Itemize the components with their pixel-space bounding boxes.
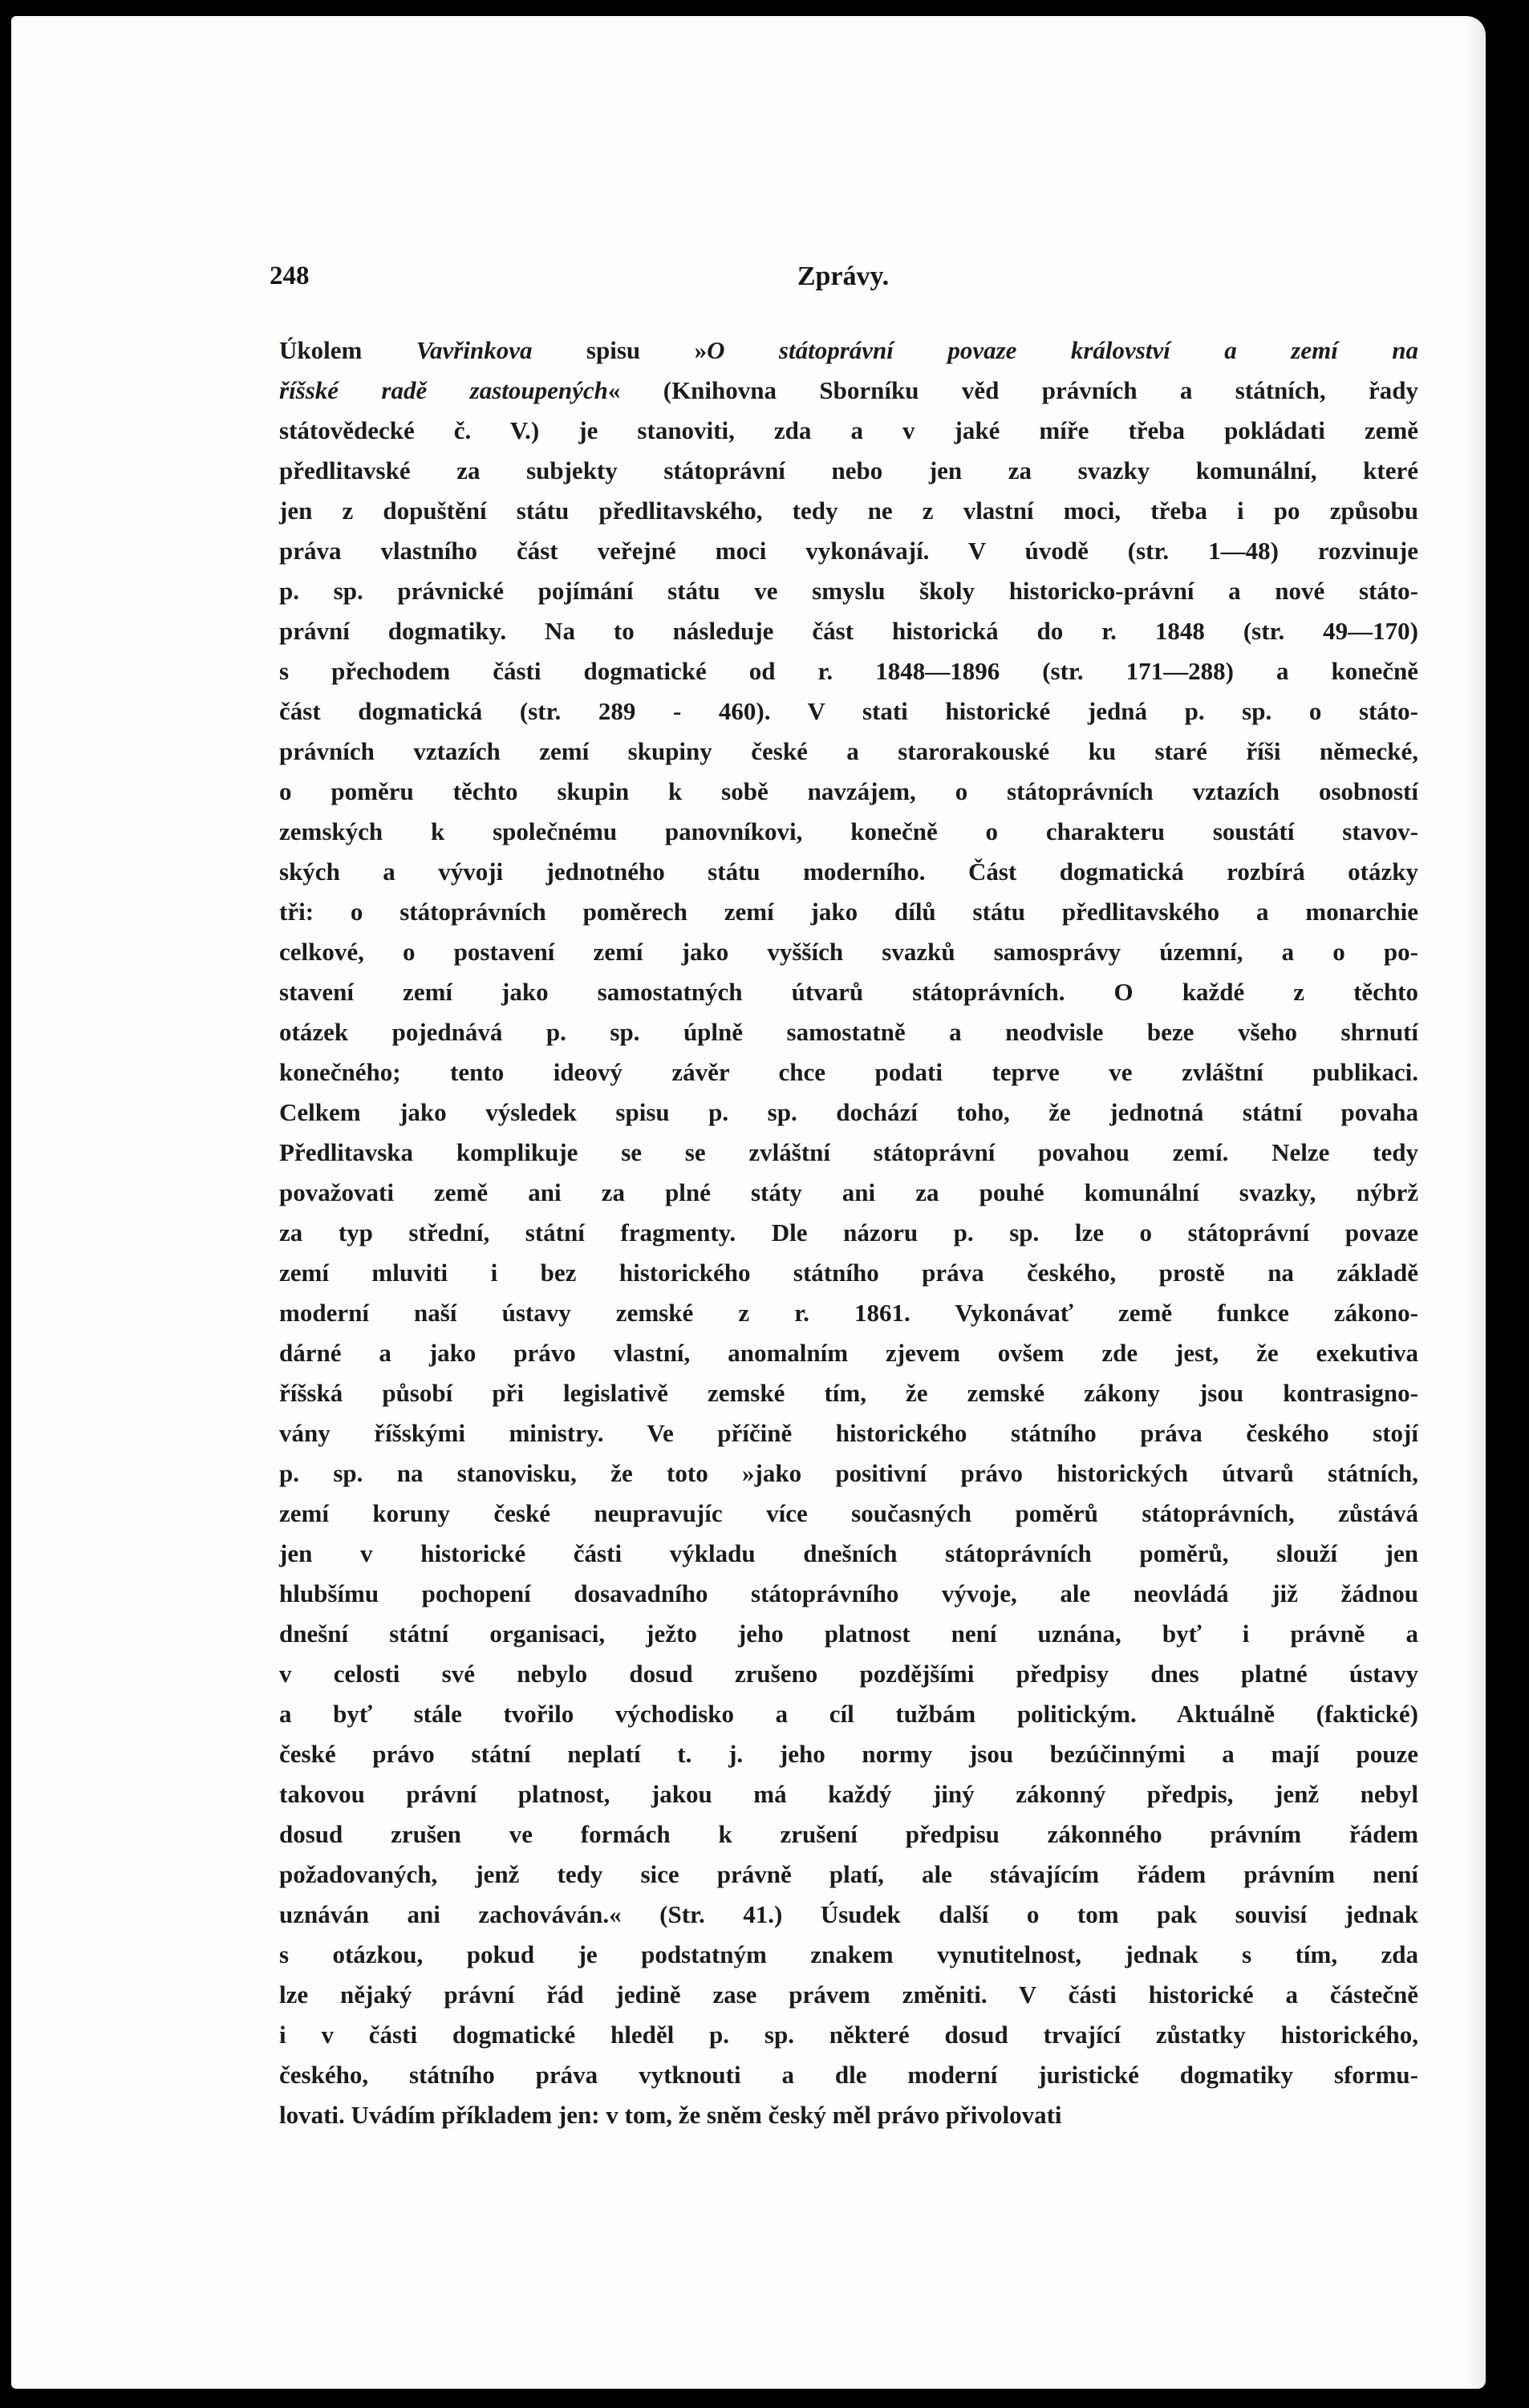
text-segment: p. sp. právnické pojímání státu ve smyslu školy historicko-právní a nové státo-: [279, 577, 1418, 605]
text-segment: říšská působí při legislativě zemské tím, že zemské zákony jsou kontrasigno-: [279, 1379, 1418, 1407]
text-segment: s přechodem části dogmatické od r. 1848—1896 (str. 171—288) a konečně: [279, 657, 1418, 685]
text-line: [279, 1534, 1418, 1574]
text-segment: o poměru těchto skupin k sobě navzájem, o státoprávních vztazích osobností: [279, 777, 1418, 805]
text-line: [279, 531, 1418, 571]
text-line: [279, 1173, 1418, 1213]
text-segment: zemí mluviti i bez historického státního práva českého, prostě na základě: [279, 1259, 1418, 1287]
text-line: [279, 1052, 1418, 1093]
text-line: [279, 852, 1418, 892]
page-header: [270, 261, 1417, 294]
text-segment: požadovaných, jenž tedy sice právně platí, ale stávajícím řádem právním není: [279, 1860, 1418, 1888]
text-segment: právní dogmatiky. Na to následuje část historická do r. 1848 (str. 49—170): [279, 617, 1418, 645]
text-line: [279, 1413, 1418, 1453]
text-segment: takovou právní platnost, jakou má každý jiný zákonný předpis, jenž nebyl: [279, 1780, 1418, 1808]
text-segment: lovati. Uvádím příkladem jen: v tom, že sněm český měl právo přivolovati: [279, 2101, 1062, 2129]
text-line: [279, 1895, 1418, 1935]
text-segment: a byť stále tvořilo východisko a cíl tužbám politickým. Aktuálně (faktické): [279, 1700, 1418, 1728]
text-line: [279, 1734, 1418, 1774]
text-line: [279, 1213, 1418, 1253]
text-segment: p. sp. na stanovisku, že toto »jako positivní právo historických útvarů státních,: [279, 1459, 1418, 1487]
text-segment: práva vlastního část veřejné moci vykonávají. V úvodě (str. 1—48) rozvinuje: [279, 537, 1418, 565]
text-segment: v celosti své nebylo dosud zrušeno pozdějšími předpisy dnes platné ústavy: [279, 1660, 1418, 1688]
text-line: [279, 491, 1418, 531]
text-line: [279, 1333, 1418, 1373]
text-line: [279, 1133, 1418, 1173]
text-line: [279, 1253, 1418, 1293]
text-segment: zemských k společnému panovníkovi, konečně o charakteru soustátí stavov-: [279, 817, 1418, 845]
text-segment: hlubšímu pochopení dosavadního státoprávního vývoje, ale neovládá již žádnou: [279, 1579, 1418, 1607]
text-segment: vány říšskými ministry. Ve příčině historického státního práva českého stojí: [279, 1419, 1418, 1447]
text-line: [279, 1855, 1418, 1895]
text-segment: dosud zrušen ve formách k zrušení předpisu zákonného právním řádem: [279, 1820, 1418, 1848]
text-line: [279, 892, 1418, 932]
text-line: [279, 2055, 1418, 2095]
text-segment: českého, státního práva vytknouti a dle moderní juristické dogmatiky sformu-: [279, 2061, 1418, 2089]
text-segment: celkové, o postavení zemí jako vyšších svazků samosprávy územní, a o po-: [279, 938, 1418, 966]
text-line: [279, 1012, 1418, 1052]
text-line: [279, 330, 1418, 371]
text-segment: dnešní státní organisaci, ježto jeho platnost není uznána, byť i právně a: [279, 1620, 1418, 1648]
body-text: [279, 330, 1418, 2135]
italic-title-segment: říšské radě zastoupených: [279, 376, 608, 404]
text-line: [279, 1614, 1418, 1654]
text-line: [279, 1574, 1418, 1614]
text-line: [279, 732, 1418, 772]
text-line: [279, 1453, 1418, 1494]
text-line: [279, 451, 1418, 491]
text-line: [279, 1975, 1418, 2015]
text-line: [279, 1774, 1418, 1814]
text-segment: předlitavské za subjekty státoprávní nebo jen za svazky komunální, které: [279, 456, 1418, 484]
text-line: [279, 691, 1418, 732]
running-title: Zprávy.: [797, 261, 890, 291]
text-segment: Úkolem: [279, 336, 416, 364]
text-segment: jen v historické části výkladu dnešních státoprávních poměrů, slouží jen: [279, 1539, 1418, 1567]
text-segment: za typ střední, státní fragmenty. Dle názoru p. sp. lze o státoprávní povaze: [279, 1218, 1418, 1247]
text-line: [279, 371, 1418, 411]
text-line: [279, 932, 1418, 972]
text-segment: zemí koruny české neupravujíc více současných poměrů státoprávních, zůstává: [279, 1499, 1418, 1527]
text-line: [279, 2095, 1418, 2135]
text-segment: tři: o státoprávních poměrech zemí jako dílů státu předlitavského a monarchie: [279, 898, 1418, 926]
text-line: [279, 972, 1418, 1012]
text-segment: české právo státní neplatí t. j. jeho normy jsou bezúčinnými a mají pouze: [279, 1740, 1418, 1768]
text-line: [279, 1093, 1418, 1133]
text-line: [279, 411, 1418, 451]
text-segment: s otázkou, pokud je podstatným znakem vynutitelnost, jednak s tím, zda: [279, 1940, 1418, 1968]
text-line: [279, 1814, 1418, 1855]
text-segment: i v části dogmatické hleděl p. sp. některé dosud trvající zůstatky historického,: [279, 2021, 1418, 2049]
text-segment: dárné a jako právo vlastní, anomalním zjevem ovšem zde jest, že exekutiva: [279, 1339, 1418, 1367]
text-segment: považovati země ani za plné státy ani za pouhé komunální svazky, nýbrž: [279, 1178, 1418, 1206]
italic-title-segment: O státoprávní povaze království a zemí na: [707, 336, 1418, 364]
text-segment: ských a vývoji jednotného státu moderního. Část dogmatická rozbírá otázky: [279, 857, 1418, 886]
text-segment: konečného; tento ideový závěr chce podati teprve ve zvláštní publikaci.: [279, 1058, 1418, 1086]
text-segment: právních vztazích zemí skupiny české a starorakouské ku staré říši německé,: [279, 737, 1418, 765]
text-segment: moderní naší ústavy zemské z r. 1861. Vykonávať země funkce zákono-: [279, 1299, 1418, 1327]
page-number: 248: [270, 261, 310, 290]
text-line: [279, 611, 1418, 651]
text-line: [279, 772, 1418, 812]
text-segment: část dogmatická (str. 289 - 460). V stati historické jedná p. sp. o státo-: [279, 697, 1418, 725]
text-line: [279, 651, 1418, 691]
text-line: [279, 1373, 1418, 1413]
text-line: [279, 1935, 1418, 1975]
text-line: [279, 1694, 1418, 1734]
text-line: [279, 1293, 1418, 1333]
text-segment: « (Knihovna Sborníku věd právních a státních, řady: [607, 376, 1418, 404]
text-segment: stavení zemí jako samostatných útvarů státoprávních. O každé z těchto: [279, 978, 1418, 1006]
text-line: [279, 1494, 1418, 1534]
scanned-page: [11, 16, 1486, 2389]
text-line: [279, 1654, 1418, 1694]
text-segment: státovědecké č. V.) je stanoviti, zda a v jaké míře třeba pokládati země: [279, 416, 1418, 444]
text-segment: otázek pojednává p. sp. úplně samostatně a neodvisle beze všeho shrnutí: [279, 1018, 1418, 1046]
text-segment: Předlitavska komplikuje se se zvláštní státoprávní povahou zemí. Nelze tedy: [279, 1138, 1418, 1166]
text-segment: jen z dopuštění státu předlitavského, tedy ne z vlastní moci, třeba i po způsobu: [279, 497, 1418, 525]
text-line: [279, 2015, 1418, 2055]
text-line: [279, 571, 1418, 611]
text-segment: uznáván ani zachováván.« (Str. 41.) Úsudek další o tom pak souvisí jednak: [279, 1900, 1418, 1928]
text-segment: spisu »: [532, 336, 708, 364]
text-segment: Celkem jako výsledek spisu p. sp. dochází toho, že jednotná státní povaha: [279, 1098, 1418, 1126]
italic-title-segment: Vavřinkova: [416, 336, 533, 364]
text-segment: lze nějaký právní řád jedině zase právem změniti. V části historické a částečně: [279, 1980, 1418, 2009]
text-line: [279, 812, 1418, 852]
